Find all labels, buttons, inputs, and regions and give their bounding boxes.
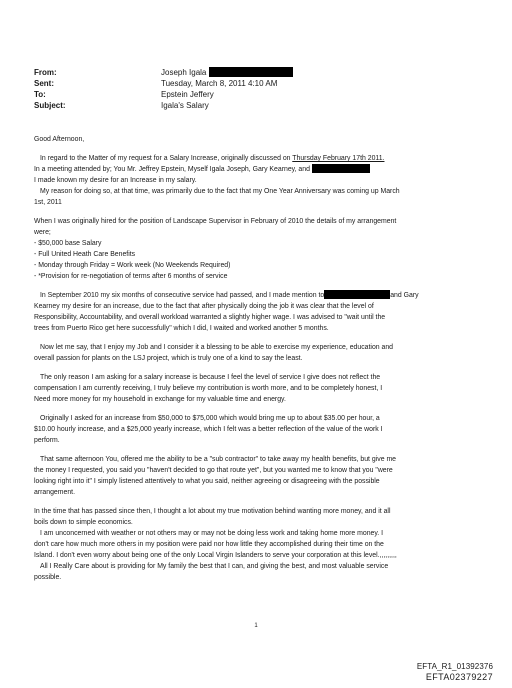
list-item: - *Provision for re-negotiation of terms after 6 months of service (34, 273, 228, 280)
body-line: Responsibility, Accountability, and overall workload warranted a slightly higher wage. I was advised to "wait until the (34, 314, 386, 321)
body-text: In September 2010 my six months of consecutive service had passed, and I made mention to (40, 292, 325, 299)
subject-label: Subject: (34, 101, 66, 110)
bates-stamp-secondary: EFTA02379227 (425, 672, 493, 682)
list-item: - Monday through Friday = Work week (No Weekends Required) (34, 262, 231, 269)
body-line: I am unconcerned with weather or not others may or may not be doing less work and taking home more money. I (40, 530, 384, 537)
body-line: perform. (34, 437, 60, 444)
redaction-bar (312, 164, 370, 173)
body-line: I made known my desire for an Increase in my salary. (34, 177, 197, 184)
body-line: In the time that has passed since then, I thought a lot about my true motivation behind wanting more money, and it all (34, 508, 391, 515)
body-line: Now let me say, that I enjoy my Job and I consider it a blessing to be able to exercise my experience, education and (40, 344, 394, 351)
list-item: - $50,000 base Salary (34, 240, 102, 247)
body-line: My reason for doing so, at that time, was primarily due to the fact that my One Year Anniversary was coming up March (40, 188, 400, 195)
body-line: looking right into it" I simply listened attentively to what you said, neither agreeing or disagreeing with the possible (34, 478, 380, 485)
to-row (34, 89, 474, 100)
body-line (34, 164, 484, 175)
body-line: All I Really Care about is providing for My family the best that I can, and giving the best, and most valuable service (40, 563, 389, 570)
redaction-bar (324, 290, 390, 299)
body-line: Kearney my desire for an increase, due to the fact that after physically doing the job it was clear that the level of (34, 303, 374, 310)
to-label: To: (34, 90, 46, 99)
body-line: trees from Puerto Rico get here successfully" which I did, I waited and worked another 5 months. (34, 325, 329, 332)
body-line: possible. (34, 574, 62, 581)
from-value (161, 67, 293, 78)
body-line: don't care how much more others in my position were paid nor how little they accomplished during their time on the (34, 541, 384, 548)
bates-stamp-primary: EFTA_R1_01392376 (416, 662, 493, 671)
body-line: arrangement. (34, 489, 75, 496)
body-line: compensation I am currently receiving, I truly believe my contribution is worth more, and to be completely honest, I (34, 385, 383, 392)
body-line (34, 153, 484, 164)
body-line (34, 290, 484, 301)
email-header (34, 67, 474, 111)
body-line: 1st, 2011 (34, 199, 62, 206)
body-line: the money I requested, you said you "haven't decided to go that route yet", but you wanted me to know that you "were (34, 467, 393, 474)
body-line: Originally I asked for an increase from $50,000 to $75,000 which would bring me up to about $35.00 per hour, a (40, 415, 380, 422)
sent-row (34, 78, 474, 89)
list-item: - Full United Heath Care Benefits (34, 251, 136, 258)
sent-value: Tuesday, March 8, 2011 4:10 AM (161, 79, 278, 88)
from-row (34, 67, 474, 78)
body-line: When I was originally hired for the position of Landscape Supervisor in February of 2010 the details of my arrangement (34, 218, 397, 225)
greeting: Good Afternoon, (34, 136, 85, 143)
meeting-date: Thursday February 17th 2011. (292, 155, 385, 162)
body-text: In regard to the Matter of my request for a Salary Increase, originally discussed on (40, 155, 293, 162)
body-line: $10.00 hourly increase, and a $25,000 yearly increase, which I felt was a better reflection of the value of the work I (34, 426, 383, 433)
redaction-bar (209, 67, 293, 77)
body-line: Island. I don't even worry about being one of the only Local Virgin Islanders to serve your corporation at this level.,,,,,,,,, (34, 552, 397, 559)
body-text: and Gary (390, 292, 419, 299)
body-line: boils down to simple economics. (34, 519, 133, 526)
subject-row (34, 100, 474, 111)
from-label: From: (34, 68, 57, 77)
body-text: In a meeting attended by; You Mr. Jeffrey Epstein, Myself Igala Joseph, Gary Kearney, and (34, 166, 310, 173)
body-line: overall passion for plants on the LSJ project, which is truly one of a kind to say the least. (34, 355, 303, 362)
body-line: That same afternoon You, offered me the ability to be a "sub contractor" to take away my health benefits, but give me (40, 456, 397, 463)
body-line: The only reason I am asking for a salary increase is because I feel the level of service I give does not reflect the (40, 374, 381, 381)
subject-value: Igala's Salary (161, 101, 209, 110)
page-number: 1 (254, 623, 258, 629)
email-body (34, 134, 484, 583)
sent-label: Sent: (34, 79, 54, 88)
body-line: Need more money for my household in exchange for my valuable time and energy. (34, 396, 286, 403)
to-value: Epstein Jeffery (161, 90, 214, 99)
body-line: were; (34, 229, 51, 236)
from-name: Joseph Igala (161, 68, 207, 77)
